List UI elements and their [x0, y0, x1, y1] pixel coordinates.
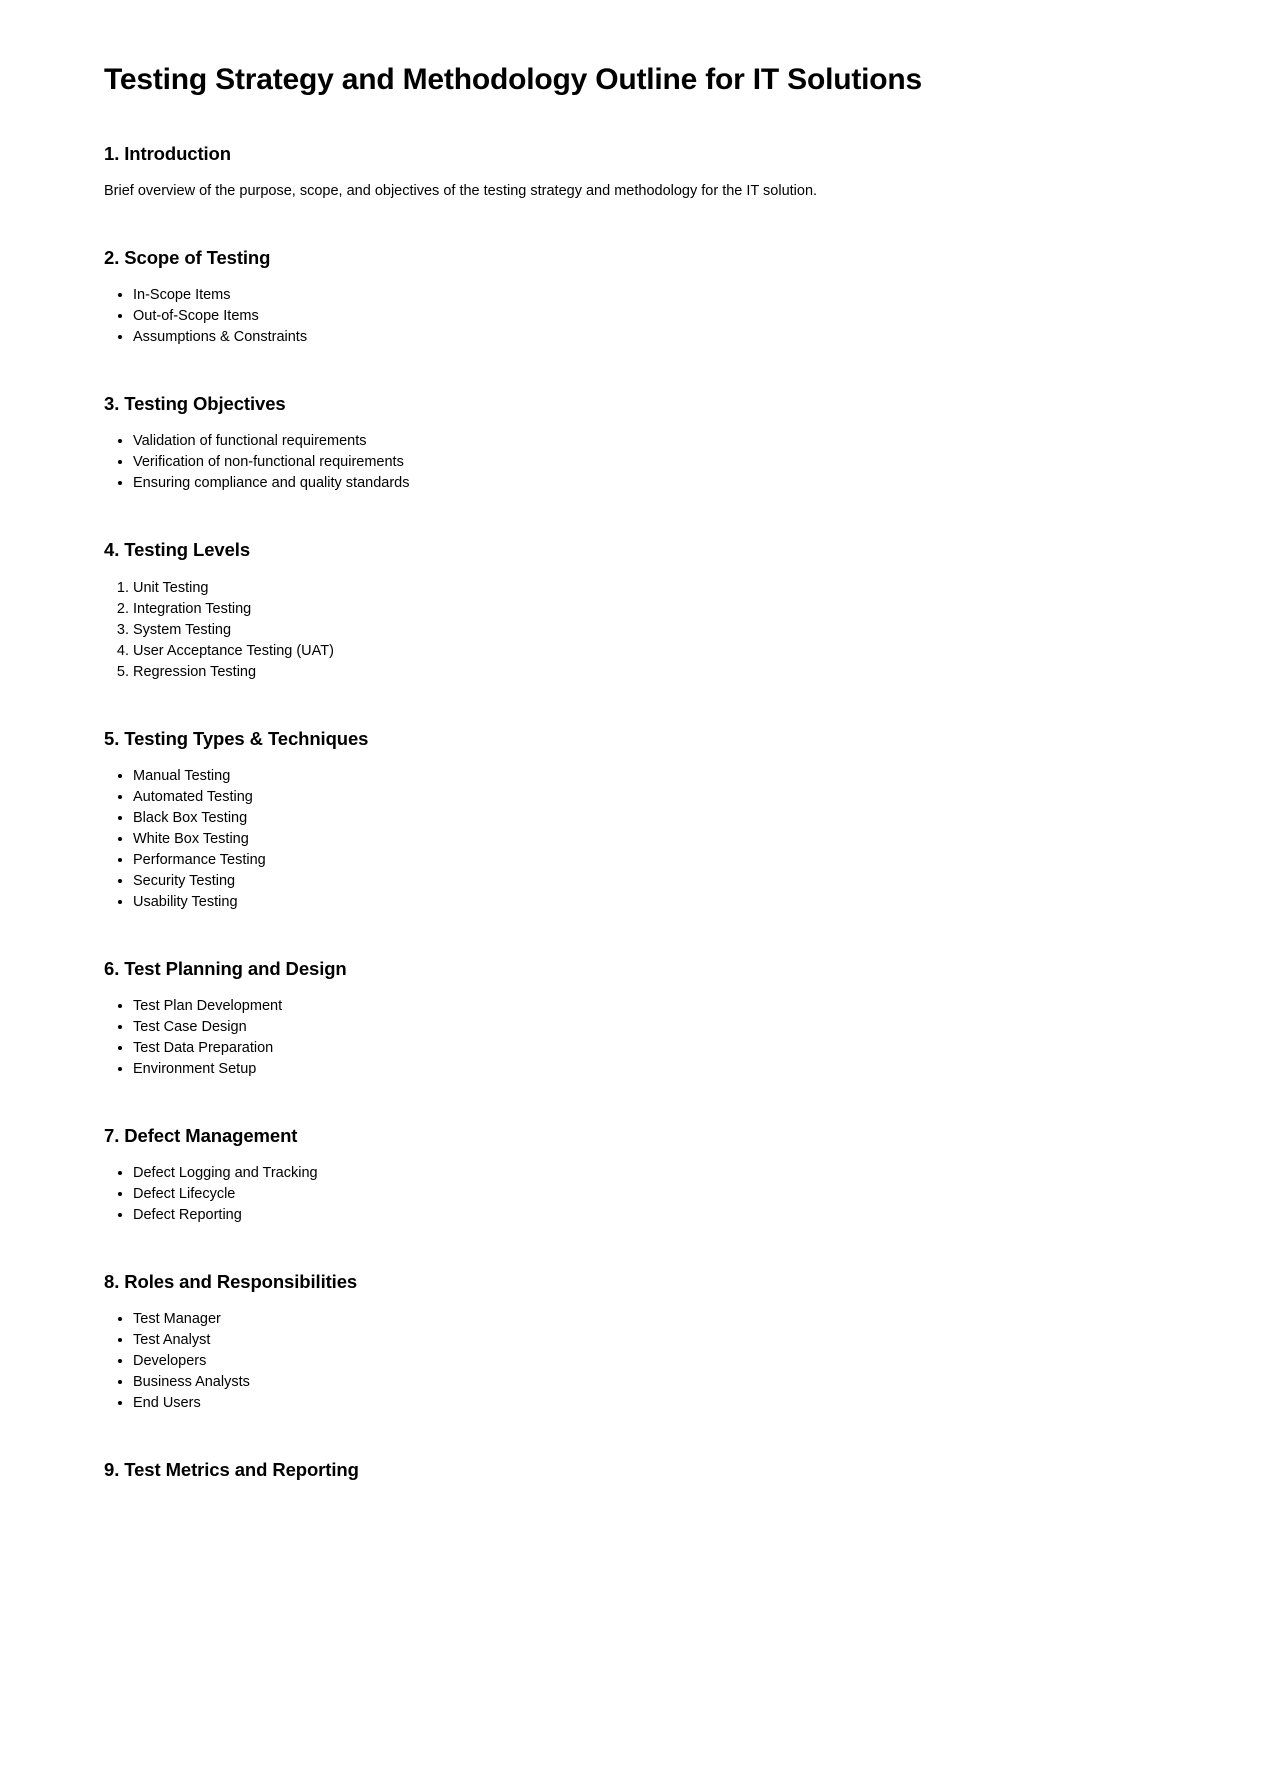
- section-introduction: [104, 142, 1163, 202]
- list-item: • End Users: [133, 1393, 1163, 1414]
- list-item: • Usability Testing: [133, 892, 1163, 913]
- list-item: • White Box Testing: [133, 829, 1163, 850]
- section-roles-and-responsibilities: [104, 1270, 1163, 1414]
- list-item: • Validation of functional requirements: [133, 431, 1163, 452]
- section-defect-management: [104, 1124, 1163, 1226]
- section-heading: 6. Test Planning and Design: [104, 957, 347, 979]
- section-test-metrics-and-reporting: [104, 1458, 1163, 1481]
- section-testing-levels: [104, 538, 1163, 682]
- section-testing-objectives: [104, 392, 1163, 494]
- section-list: [104, 431, 1163, 494]
- section-heading: 9. Test Metrics and Reporting: [104, 1459, 359, 1481]
- list-item: • Manual Testing: [133, 766, 1163, 787]
- section-heading: 2. Scope of Testing: [104, 247, 271, 269]
- list-item: • Test Plan Development: [133, 996, 1163, 1017]
- section-heading: 8. Roles and Responsibilities: [104, 1271, 358, 1293]
- list-item: • Test Case Design: [133, 1017, 1163, 1038]
- list-item: • Defect Reporting: [133, 1205, 1163, 1226]
- list-item: • Assumptions & Constraints: [133, 327, 1163, 348]
- list-item: 2. Integration Testing: [133, 599, 1163, 620]
- section-scope-of-testing: [104, 246, 1163, 348]
- list-item: 5. Regression Testing: [133, 662, 1163, 683]
- list-item: • Security Testing: [133, 871, 1163, 892]
- section-testing-types-techniques: [104, 727, 1163, 913]
- list-item: • In-Scope Items: [133, 285, 1163, 306]
- section-list: [104, 1163, 1163, 1226]
- section-test-planning-and-design: [104, 957, 1163, 1080]
- list-item: • Automated Testing: [133, 787, 1163, 808]
- section-list: [104, 1309, 1163, 1414]
- list-item: • Test Analyst: [133, 1330, 1163, 1351]
- list-item: • Defect Logging and Tracking: [133, 1163, 1163, 1184]
- section-paragraph: Brief overview of the purpose, scope, and objectives of the testing strategy and methodology for the IT solution.: [104, 183, 818, 200]
- section-list: [104, 996, 1163, 1080]
- list-item: • Developers: [133, 1351, 1163, 1372]
- list-item: 4. User Acceptance Testing (UAT): [133, 641, 1163, 662]
- list-item: • Out-of-Scope Items: [133, 306, 1163, 327]
- list-item: • Test Manager: [133, 1309, 1163, 1330]
- section-list: [104, 578, 1163, 683]
- list-item: 1. Unit Testing: [133, 578, 1163, 599]
- list-item: • Ensuring compliance and quality standards: [133, 473, 1163, 494]
- list-item: • Verification of non-functional requirements: [133, 452, 1163, 473]
- section-list: [104, 285, 1163, 348]
- list-item: • Test Data Preparation: [133, 1038, 1163, 1059]
- page-title: Testing Strategy and Methodology Outline for IT Solutions: [104, 63, 923, 96]
- list-item: • Defect Lifecycle: [133, 1184, 1163, 1205]
- list-item: • Performance Testing: [133, 850, 1163, 871]
- section-heading: 7. Defect Management: [104, 1125, 298, 1147]
- list-item: • Business Analysts: [133, 1372, 1163, 1393]
- list-item: • Environment Setup: [133, 1059, 1163, 1080]
- section-heading: 4. Testing Levels: [104, 539, 251, 561]
- list-item: 3. System Testing: [133, 620, 1163, 641]
- section-list: [104, 766, 1163, 913]
- section-heading: 5. Testing Types & Techniques: [104, 727, 369, 749]
- section-heading: 1. Introduction: [104, 143, 231, 164]
- section-heading: 3. Testing Objectives: [104, 393, 286, 415]
- list-item: • Black Box Testing: [133, 808, 1163, 829]
